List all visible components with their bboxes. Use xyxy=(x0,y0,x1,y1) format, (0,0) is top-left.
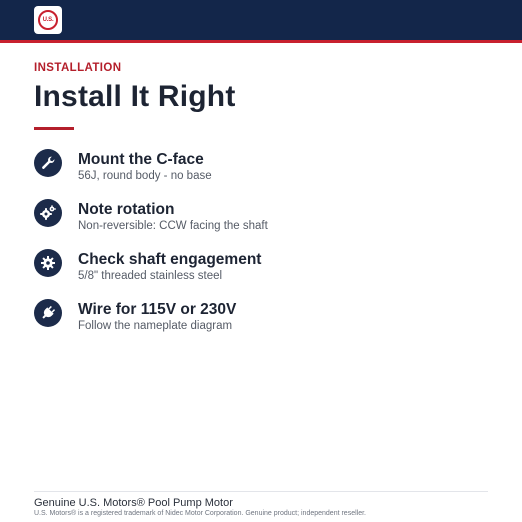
step-title: Wire for 115V or 230V xyxy=(78,301,237,318)
top-bar-stripe xyxy=(0,40,522,43)
page-title: Install It Right xyxy=(34,80,236,113)
brand-logo xyxy=(34,6,62,34)
step-title: Note rotation xyxy=(78,201,175,218)
step-subtitle: 5/8" threaded stainless steel xyxy=(78,270,223,282)
footer-trademark-note: U.S. Motors® is a registered trademark of Nidec Motor Corporation. Genuine product; independent reseller. xyxy=(34,510,366,517)
step-subtitle: Non-reversible: CCW facing the shaft xyxy=(78,220,268,232)
step-subtitle: 56J, round body - no base xyxy=(78,170,212,182)
gear-icon xyxy=(34,249,62,277)
step-rotation xyxy=(34,197,494,247)
plug-icon xyxy=(34,299,62,327)
section-kicker: INSTALLATION xyxy=(34,62,122,74)
step-title: Check shaft engagement xyxy=(78,251,262,268)
logo-seal-icon xyxy=(38,10,58,30)
top-bar xyxy=(0,0,522,40)
step-title: Mount the C-face xyxy=(78,151,204,168)
logo-text: U.S. xyxy=(42,17,54,23)
title-underline xyxy=(34,127,74,130)
wrench-icon xyxy=(34,149,62,177)
footer-divider xyxy=(34,491,488,492)
gears-icon xyxy=(34,199,62,227)
step-wiring xyxy=(34,297,494,347)
steps-list xyxy=(34,147,494,347)
footer-title: Genuine U.S. Motors® Pool Pump Motor xyxy=(34,497,233,509)
step-subtitle: Follow the nameplate diagram xyxy=(78,320,233,332)
step-mount xyxy=(34,147,494,197)
step-shaft xyxy=(34,247,494,297)
